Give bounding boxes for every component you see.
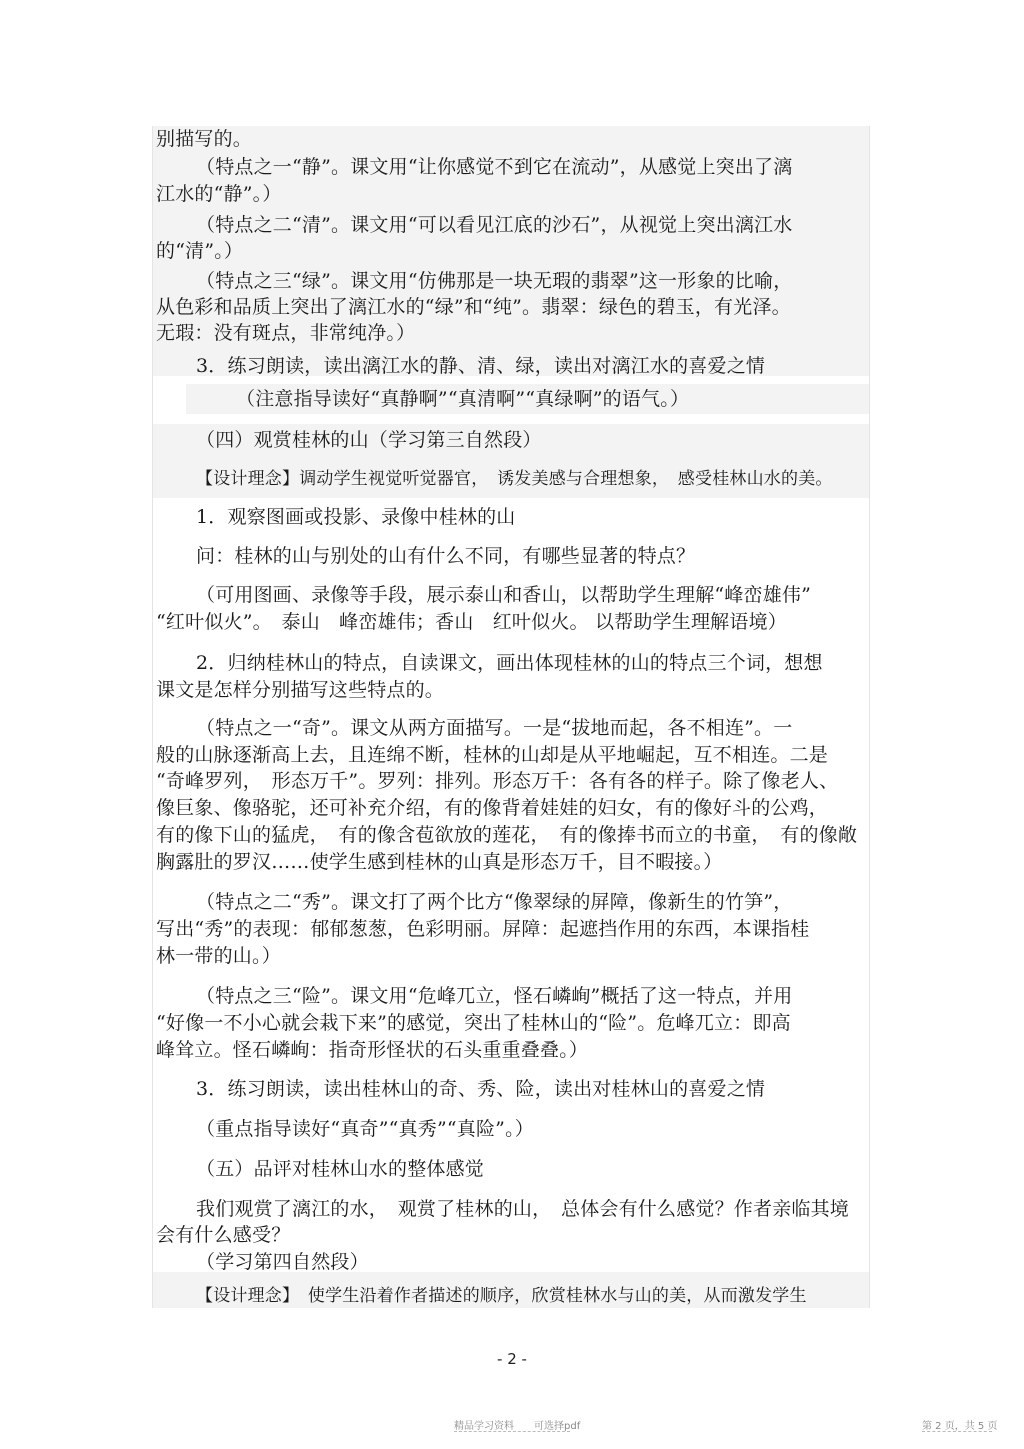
column-border xyxy=(869,126,870,1308)
text-line: （特点之三“绿”。课文用“仿佛那是一块无瑕的翡翠”这一形象的比喻， xyxy=(196,270,793,292)
text-line: 林一带的山。） xyxy=(156,945,281,967)
text-line: （五）品评对桂林山水的整体感觉 xyxy=(196,1158,485,1180)
text-line: “奇峰罗列， 形态万千”。罗列：排列。形态万千：各有各的样子。除了像老人、 xyxy=(156,770,839,792)
text-line: （注意指导读好“真静啊”“真清啊”“真绿啊”的语气。） xyxy=(236,388,690,410)
design-concept-line: 【设计理念】调动学生视觉听觉器官， 诱发美感与合理想象， 感受桂林山水的美。 xyxy=(196,469,833,489)
text-line: （四）观赏桂林的山（学习第三自然段） xyxy=(196,429,542,451)
footer-dashed-rule xyxy=(922,1431,992,1432)
text-line: （重点指导读好“真奇”“真秀”“真险”。） xyxy=(196,1118,534,1140)
footer-page-indicator: 第 2 页，共 5 页 xyxy=(922,1421,998,1432)
text-line: 我们观赏了漓江的水， 观赏了桂林的山， 总体会有什么感觉？作者亲临其境 xyxy=(196,1198,850,1220)
text-line: 有的像下山的猛虎， 有的像含苞欲放的莲花， 有的像捧书而立的书童， 有的像敞 xyxy=(156,824,858,846)
column-border xyxy=(152,126,153,1308)
text-line: 2．归纳桂林山的特点，自读课文，画出体现桂林的山的特点三个词，想想 xyxy=(196,652,823,674)
text-line: 问：桂林的山与别处的山有什么不同，有哪些显著的特点？ xyxy=(196,545,696,567)
text-line: 胸露肚的罗汉……使学生感到桂林的山真是形态万千，目不暇接。） xyxy=(156,851,723,873)
text-line: （特点之二“清”。课文用“可以看见江底的沙石”，从视觉上突出漓江水 xyxy=(196,214,793,236)
text-line: 无瑕：没有斑点，非常纯净。） xyxy=(156,322,416,344)
footer-watermark-left: 精品学习资料 可选择pdf xyxy=(454,1421,581,1432)
text-line: 的“清”。） xyxy=(156,240,244,262)
text-line: 3．练习朗读，读出桂林山的奇、秀、险，读出对桂林山的喜爱之情 xyxy=(196,1078,766,1100)
text-line: 从色彩和品质上突出了漓江水的“绿”和“纯”。翡翠：绿色的碧玉，有光泽。 xyxy=(156,296,791,318)
text-line: （学习第四自然段） xyxy=(196,1251,369,1273)
design-concept-line: 【设计理念】 使学生沿着作者描述的顺序，欣赏桂林水与山的美，从而激发学生 xyxy=(196,1286,807,1306)
text-line: （特点之一“静”。课文用“让你感觉不到它在流动”，从感觉上突出了漓 xyxy=(196,156,793,178)
text-line: 像巨象、像骆驼，还可补充介绍，有的像背着娃娃的妇女，有的像好斗的公鸡， xyxy=(156,797,829,819)
text-line: （可用图画、录像等手段，展示泰山和香山，以帮助学生理解“峰峦雄伟” xyxy=(196,584,812,606)
text-line: 课文是怎样分别描写这些特点的。 xyxy=(156,679,445,701)
text-line: 会有什么感受？ xyxy=(156,1224,291,1246)
text-line: 3．练习朗读，读出漓江水的静、清、绿，读出对漓江水的喜爱之情 xyxy=(196,355,766,377)
text-line: “红叶似火”。 泰山 峰峦雄伟；香山 红叶似火。 以帮助学生理解语境） xyxy=(156,611,787,633)
text-line: “好像一不小心就会栽下来”的感觉，突出了桂林山的“险”。危峰兀立：即高 xyxy=(156,1012,791,1034)
text-line: （特点之一“奇”。课文从两方面描写。一是“拔地而起，各不相连”。一 xyxy=(196,717,793,739)
text-line: 江水的“静”。） xyxy=(156,183,282,205)
text-line: 1．观察图画或投影、录像中桂林的山 xyxy=(196,506,516,528)
page-number: - 2 - xyxy=(497,1350,527,1368)
text-line: （特点之三“险”。课文用“危峰兀立，怪石嶙峋”概括了这一特点，并用 xyxy=(196,985,793,1007)
text-line: 般的山脉逐渐高上去，且连绵不断，桂林的山却是从平地崛起，互不相连。二是 xyxy=(156,744,829,766)
text-line: 写出“秀”的表现：郁郁葱葱，色彩明丽。屏障：起遮挡作用的东西，本课指桂 xyxy=(156,918,810,940)
footer-dashed-rule xyxy=(454,1431,570,1432)
text-line: （特点之二“秀”。课文打了两个比方“像翠绿的屏障，像新生的竹笋”， xyxy=(196,891,793,913)
text-line: 峰耸立。怪石嶙峋：指奇形怪状的石头重重叠叠。） xyxy=(156,1039,589,1061)
text-line: 别描写的。 xyxy=(156,128,253,150)
